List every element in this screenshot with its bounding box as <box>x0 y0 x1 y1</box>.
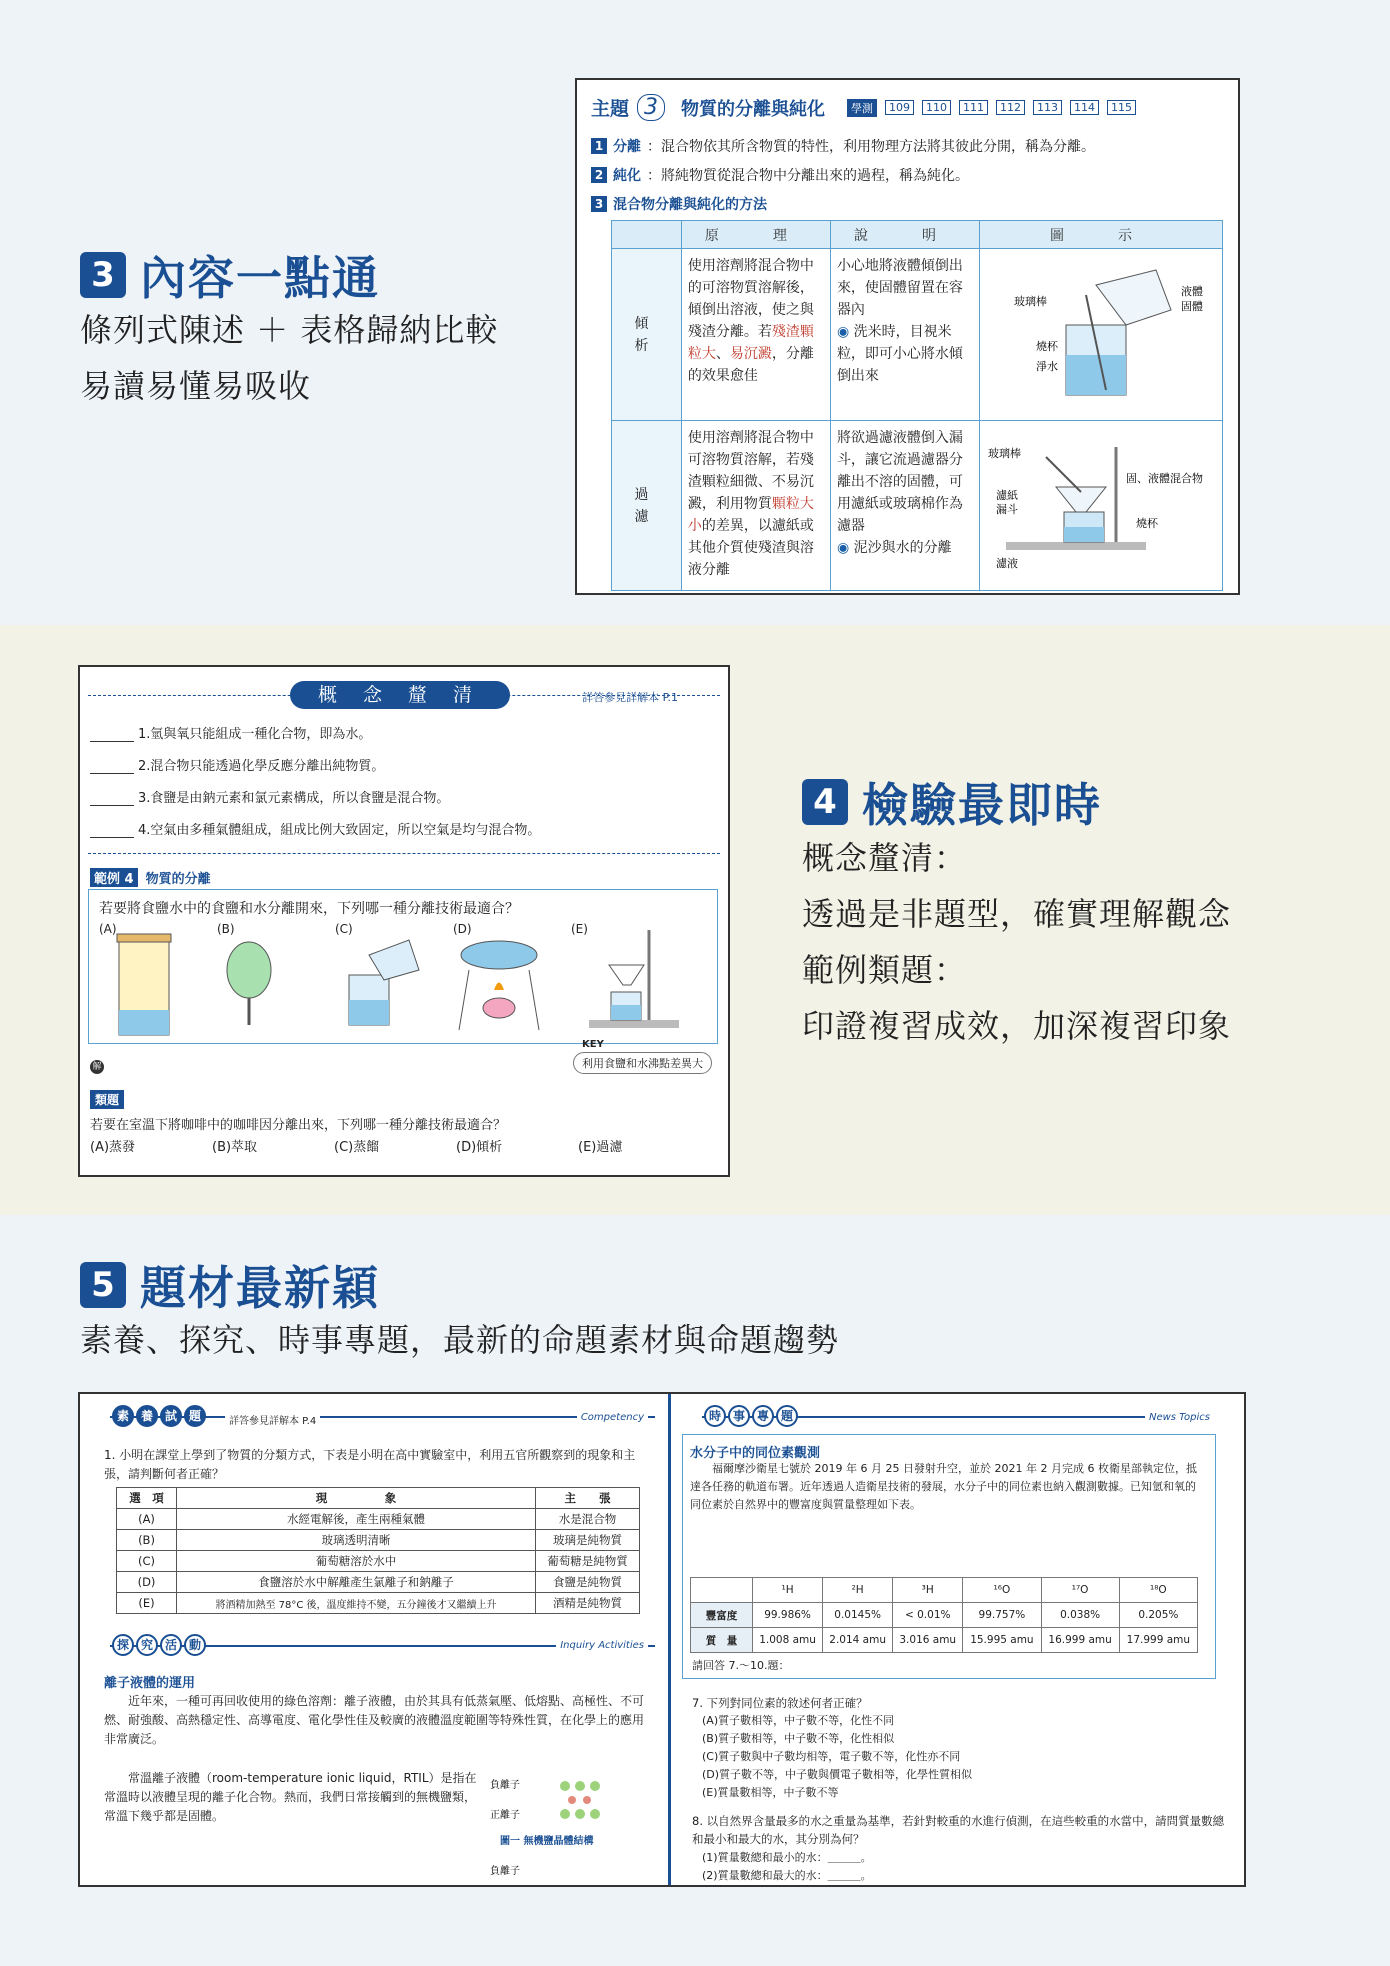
year-badge: 114 <box>1070 100 1099 115</box>
methods-table <box>611 220 1223 591</box>
feature3-description <box>80 302 498 414</box>
table-row: (B) 玻璃透明清晰 玻璃是純物質 <box>117 1530 640 1551</box>
row-filtration-name: 過 濾 <box>612 421 682 591</box>
header-figure: 圖 示 <box>979 221 1222 249</box>
true-false-question: 2.混合物只能透過化學反應分離出純物質。 <box>90 755 384 774</box>
answer-note: 請回答 7.～10.題： <box>692 1659 790 1672</box>
similar-question: 若要在室溫下將咖啡中的咖啡因分離出來，下列哪一種分離技術最適合？ <box>90 1118 507 1133</box>
news-tag: News Topics <box>1145 1412 1214 1423</box>
definition-purification: 2 純化 ：將純物質從混合物中分離出來的過程，稱為純化。 <box>591 165 969 185</box>
svg-text:濾紙: 濾紙 <box>995 489 1018 502</box>
filtration-principle: 使用溶劑將混合物中可溶物質溶解，若殘渣顆粒細微、不易沉澱，利用物質顆粒大小的差異，以濾紙或其他介質使殘渣與溶液分離 <box>681 421 830 591</box>
concept-check-banner: 概 念 釐 清 <box>290 681 510 709</box>
inquiry-tag: Inquiry Activities <box>556 1640 648 1651</box>
similar-question-options: (A)蒸發 (B)萃取 (C)蒸餾 (D)傾析 (E)過濾 <box>90 1140 623 1155</box>
question-7-options: (A)質子數相等，中子數不等，化性不同 (B)質子數相等，中子數不等，化性相似 (C)質子數與中子數均相等，電子數不等，化性亦不同 (D)質子數不等，中子數與價電子數相等，化學性質相似 (E)質量數相等，中子數不等 <box>702 1714 973 1799</box>
decantation-principle: 使用溶劑將混合物中的可溶物質溶解後，傾倒出溶液，使之與殘渣分離。若殘渣顆粒大、易沉澱，分離的效果愈佳 <box>681 249 830 421</box>
table-row: 豐富度 99.986% 0.0145% < 0.01% 99.757% 0.038% 0.205% <box>691 1603 1198 1628</box>
feature4-title: 檢驗最即時 <box>862 778 1102 832</box>
sample-page-concept-check <box>78 665 730 1177</box>
inquiry-title: 探 究 活 動 <box>112 1634 206 1656</box>
key-hint: KEY 利用食鹽和水沸點差異大 <box>573 1052 712 1074</box>
svg-text:負離子: 負離子 <box>490 1780 520 1791</box>
topic-number: 3 <box>637 94 665 121</box>
news-topic-page <box>672 1394 1246 1885</box>
true-false-question: 4.空氣由多種氣體組成，組成比例大致固定，所以空氣是均勻混合物。 <box>90 819 540 838</box>
decantation-description: 小心地將液體傾倒出來，使固體留置在容器內 ◉ 洗米時，目視米粒，即可小心將水傾倒出來 <box>830 249 979 421</box>
exam-tag: 學測 <box>847 99 877 117</box>
filtration-figure <box>979 421 1222 591</box>
sample-page-new-topics <box>78 1392 1246 1887</box>
competency-page <box>80 1394 670 1885</box>
row-decantation-name: 傾 析 <box>612 249 682 421</box>
answer-reference: 詳答參見詳解本 P.1 <box>582 691 678 704</box>
question-7: 7. 下列對同位素的敘述何者正確？ <box>692 1696 868 1710</box>
svg-text:漏斗: 漏斗 <box>995 503 1018 516</box>
svg-text:玻璃棒: 玻璃棒 <box>987 447 1021 460</box>
svg-text:液體: 液體 <box>1180 285 1203 298</box>
year-badge: 109 <box>885 100 914 115</box>
year-badge: 115 <box>1107 100 1136 115</box>
sample-page-topic3 <box>575 78 1240 595</box>
filtration-description: 將欲過濾液體倒入漏斗，讓它流過濾器分離出不溶的固體，可用濾紙或玻璃棉作為濾器 ◉ 泥沙與水的分離 <box>830 421 979 591</box>
example-icon: ◉ <box>836 324 850 340</box>
similar-question-tag: 類題 <box>90 1090 124 1109</box>
feature3-desc-line1: 條列式陳述 ＋ 表格歸納比較 <box>80 311 499 349</box>
competency-ref: 詳答參見詳解本 P.4 <box>225 1412 320 1431</box>
svg-text:圖一 無機鹽晶體結構: 圖一 無機鹽晶體結構 <box>500 1836 594 1847</box>
methods-heading: 3 混合物分離與純化的方法 <box>591 194 767 214</box>
example-heading: 範例 4 物質的分離 <box>90 868 211 887</box>
feature3-desc-line2: 易讀易懂易吸收 <box>80 367 312 405</box>
competency-tag: Competency <box>577 1412 648 1423</box>
feature3-number: 3 <box>80 252 126 298</box>
true-false-question: 1.氫與氧只能組成一種化合物，即為水。 <box>90 723 371 742</box>
true-false-question: 3.食鹽是由鈉元素和氯元素構成，所以食鹽是混合物。 <box>90 787 449 806</box>
competency-title: 素 養 試 題 <box>112 1405 206 1427</box>
competency-question: 1. 小明在課堂上學到了物質的分類方式，下表是小明在高中實驗室中，利用五官所觀察到的現象和主張，請判斷何者正確？ <box>104 1448 636 1481</box>
example-icon: ◉ <box>836 540 850 556</box>
topic-word: 主題 <box>591 98 630 120</box>
solution-icon: 解 <box>90 1060 104 1074</box>
svg-text:淨水: 淨水 <box>1035 360 1058 373</box>
feature4-description: 概念釐清： 透過是非題型，確實理解觀念 範例類題： 印證複習成效，加深複習印象 <box>802 839 1232 1045</box>
table-row: (D) 食鹽溶於水中解離產生氯離子和鈉離子 食鹽是純物質 <box>117 1572 640 1593</box>
table-row: 質 量 1.008 amu 2.014 amu 3.016 amu 15.995 amu 16.999 amu 17.999 amu <box>691 1628 1198 1653</box>
inquiry-subheading: 離子液體的運用 <box>104 1676 196 1691</box>
header-description: 說 明 <box>830 221 979 249</box>
svg-text:燒杯: 燒杯 <box>1135 517 1158 530</box>
svg-text:負離子: 負離子 <box>490 1866 520 1877</box>
decantation-figure <box>979 249 1222 421</box>
inquiry-paragraph-2: 常溫離子液體（room-temperature ionic liquid，RTIL）是指在常溫時以液體呈現的離子化合物。熱而，我們日常接觸到的無機鹽類，常溫下幾乎都是固體。 <box>104 1771 477 1823</box>
news-paragraph: 福爾摩沙衛星七號於 2019 年 6 月 25 日發射升空，並於 2021 年 2 月完成 6 枚衛星部執定位，抵達各任務的軌道布署。近年透過人造衛星技術的發展，水分子中的同位素也納入觀測數據。已知氫和氧的同位素於自然界中的豐富度與質量整理如下表。 <box>690 1462 1197 1511</box>
year-badge: 110 <box>922 100 951 115</box>
feature5-heading <box>80 1252 380 1318</box>
svg-text:固體: 固體 <box>1180 300 1203 313</box>
table-row: (C) 葡萄糖溶於水中 葡萄糖是純物質 <box>117 1551 640 1572</box>
news-subheading: 水分子中的同位素觀測 <box>690 1446 821 1461</box>
svg-text:玻璃棒: 玻璃棒 <box>1013 295 1047 308</box>
competency-table: 選 項 現 象 主 張 (A) 水經電解後，產生兩種氣體 水是混合物 (B) 玻璃透明清晰 玻璃是純物質 (C) 葡萄糖溶於水中 葡萄糖是純物質 (D) 食鹽溶於水中解離產生氯離子和鈉離子 食鹽是純物質 (E) 將酒精加熱至 78°C 後，溫度維持不變，五分鐘後才又繼續上升 酒精是純物質 <box>116 1487 640 1614</box>
decantation-illustration <box>986 255 1216 405</box>
table-row: (A) 水經電解後，產生兩種氣體 水是混合物 <box>117 1509 640 1530</box>
isotope-table: ¹H ²H ³H ¹⁶O ¹⁷O ¹⁸O 豐富度 99.986% 0.0145% < 0.01% 99.757% 0.038% 0.205% 質 量 1.008 amu 2.014 amu 3.016 amu 15.995 amu 16.999 amu 17.999 amu <box>690 1577 1198 1653</box>
news-title: 時 事 專 題 <box>704 1405 798 1427</box>
question-8: 8. 以自然界含量最多的水之重量為基準，若針對較重的水進行偵測，在這些較重的水當中，請問質量數總和最小和最大的水，其分別為何？ <box>692 1814 1225 1846</box>
example-question: 若要將食鹽水中的食鹽和水分離開來，下列哪一種分離技術最適合？ <box>99 901 519 917</box>
definition-separation: 1 分離 ：混合物依其所含物質的特性，利用物理方法將其彼此分開，稱為分離。 <box>591 136 1095 156</box>
table-row: (E) 將酒精加熱至 78°C 後，溫度維持不變，五分鐘後才又繼續上升 酒精是純物質 <box>117 1593 640 1614</box>
svg-text:濾液: 濾液 <box>995 557 1018 570</box>
separation-apparatus-icons <box>89 930 717 1042</box>
feature4-number: 4 <box>802 779 848 825</box>
svg-text:固、液體混合物: 固、液體混合物 <box>1125 472 1203 485</box>
feature3-heading <box>80 242 380 308</box>
question-8-parts: (1)質量數總和最小的水：＿＿＿。 (2)質量數總和最大的水：＿＿＿。 <box>702 1851 872 1882</box>
feature4-heading <box>802 769 1102 835</box>
year-badge: 111 <box>959 100 988 115</box>
crystal-structure-figure <box>490 1776 640 1881</box>
svg-text:燒杯: 燒杯 <box>1035 340 1058 353</box>
feature3-title: 內容一點通 <box>140 251 380 305</box>
example-frame: 若要將食鹽水中的食鹽和水分離開來，下列哪一種分離技術最適合？ (A) (B) (C) (D) (E) <box>88 889 718 1044</box>
feature5-description: 素養、探究、時事專題，最新的命題素材與命題趨勢 <box>80 1321 840 1359</box>
feature5-title: 題材最新穎 <box>140 1261 380 1315</box>
topic-header <box>591 94 1136 121</box>
filtration-illustration <box>986 427 1216 577</box>
header-principle: 原 理 <box>681 221 830 249</box>
key-label: KEY <box>582 1039 604 1050</box>
inquiry-paragraph-1: 近年來，一種可再回收使用的綠色溶劑：離子液體，由於其具有低蒸氣壓、低熔點、高極性、不可燃、耐強酸、高熱穩定性、高導電度、電化學性佳及較廣的液體溫度範圍等特殊性質，在化學上的應用非常廣泛。 <box>104 1694 645 1746</box>
feature5-number: 5 <box>80 1262 126 1308</box>
svg-text:正離子: 正離子 <box>490 1810 520 1821</box>
topic-name: 物質的分離與純化 <box>681 98 826 120</box>
year-badge: 113 <box>1033 100 1062 115</box>
year-badge: 112 <box>996 100 1025 115</box>
